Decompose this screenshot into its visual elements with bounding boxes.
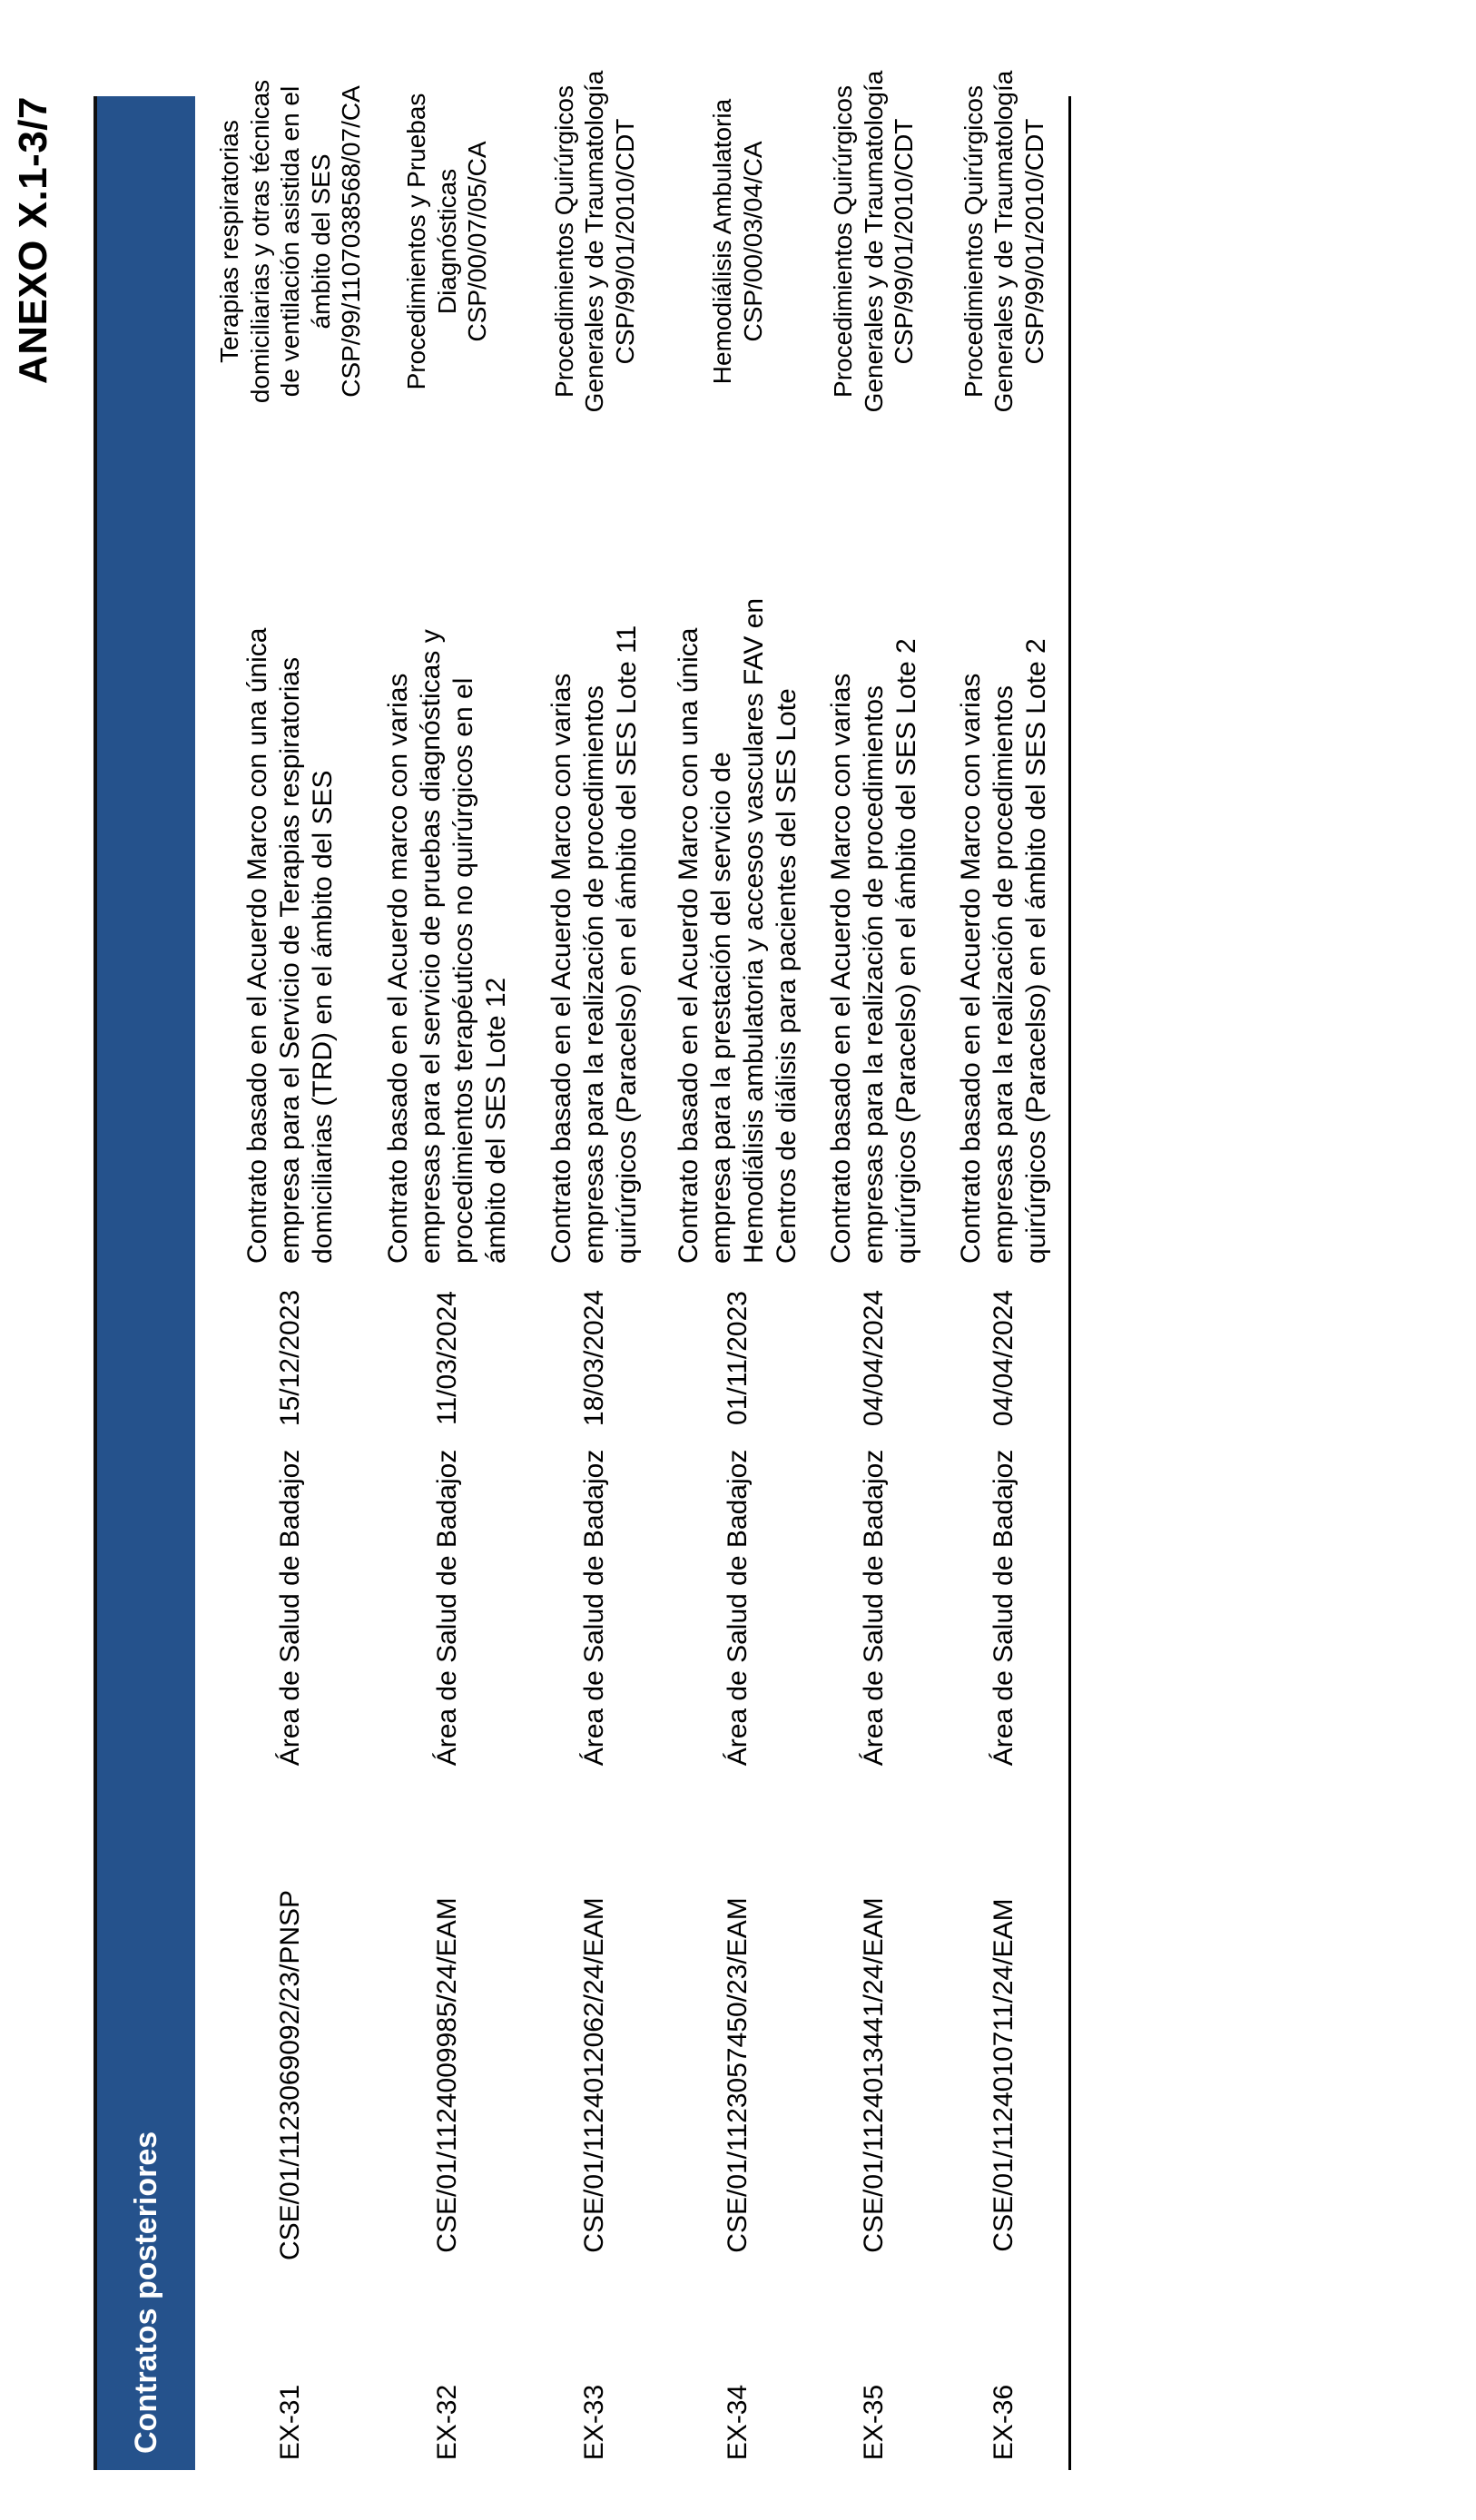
framework-line: Procedimientos Quirúrgicos [549, 85, 578, 398]
cell-health-area [667, 1440, 808, 1776]
description-line: ámbito del SES Lote 12 [480, 977, 511, 1264]
cell-framework-agreement [808, 70, 940, 413]
description-line: quirúrgicos (Paracelso) en el ámbito del SES Lote 11 [612, 625, 642, 1264]
contract-code-text: CSE/01/1124012062/24/EAM [579, 1897, 609, 2253]
framework-line: de ventilación asistida en el [276, 85, 305, 398]
description-line: Contrato basado en el Acuerdo Marco con una única [242, 627, 272, 1264]
framework-line: Procedimientos Quirúrgicos [829, 85, 858, 398]
cell-description [522, 387, 667, 1276]
cell-health-area [372, 1440, 522, 1776]
description-line: procedimientos terapéuticos no quirúrgicos en el [448, 677, 478, 1264]
date-text: 18/03/2024 [579, 1289, 609, 1427]
framework-line: Diagnósticas [432, 168, 461, 315]
table-row [522, 70, 667, 2470]
cell-contract-code [209, 1776, 372, 2375]
table-header-bar [93, 96, 195, 2470]
cell-description [940, 387, 1068, 1276]
cell-description [667, 387, 808, 1276]
framework-line: domiciliarias y otras técnicas [245, 79, 274, 404]
contract-code-text: CSE/01/1123069092/23/PNSP [275, 1889, 305, 2261]
cell-date [667, 1276, 808, 1440]
cell-health-area [808, 1440, 940, 1776]
cell-date [522, 1276, 667, 1440]
description-line: empresa para la prestación del servicio de [705, 752, 736, 1264]
description-line: empresas para la realización de procedimientos [579, 684, 609, 1264]
cell-date [209, 1276, 372, 1440]
date-text: 15/12/2023 [275, 1289, 305, 1427]
cell-contract-id [808, 2375, 940, 2470]
cell-contract-id [209, 2375, 372, 2470]
framework-line: CSP/99/01/2010/CDT [610, 118, 639, 365]
cell-contract-code [808, 1776, 940, 2375]
health-area-text: Área de Salud de Badajoz [579, 1449, 609, 1767]
health-area-text: Área de Salud de Badajoz [989, 1449, 1018, 1767]
date-text: 04/04/2024 [989, 1289, 1018, 1427]
cell-contract-code [940, 1776, 1068, 2375]
cell-description [209, 387, 372, 1276]
health-area-text: Área de Salud de Badajoz [858, 1449, 889, 1767]
description-line: Hemodiálisis ambulatoria y accesos vasculares FAV en [738, 597, 769, 1264]
contract-id-text: EX-33 [579, 2384, 609, 2461]
framework-line: Generales y de Traumatología [859, 70, 888, 413]
contract-id-text: EX-35 [858, 2384, 889, 2461]
framework-line: CSP/99/01/2010/CDT [890, 118, 919, 365]
cell-date [940, 1276, 1068, 1440]
description-line: Centros de diálisis para pacientes del SES Lote [771, 688, 802, 1264]
health-area-text: Área de Salud de Badajoz [722, 1449, 753, 1767]
page-title: ANEXO X.1-3/7 [11, 96, 55, 385]
contract-code-text: CSE/01/1124013441/24/EAM [858, 1897, 889, 2253]
contract-code-text: CSE/01/1124009985/24/EAM [431, 1897, 462, 2253]
framework-line: ámbito del SES [306, 153, 335, 330]
framework-line: Terapias respiratorias [215, 120, 244, 363]
description-line: Contrato basado en el Acuerdo Marco con varias [956, 673, 986, 1264]
cell-contract-id [522, 2375, 667, 2470]
framework-line: CSP/99/01/2010/CDT [1019, 118, 1048, 365]
contracts-table [93, 70, 1071, 2470]
cell-date [808, 1276, 940, 1440]
description-line: Contrato basado en el Acuerdo Marco con una única [673, 627, 704, 1264]
cell-contract-id [667, 2375, 808, 2470]
table-row [808, 70, 940, 2470]
date-text: 11/03/2024 [431, 1291, 462, 1425]
description-line: empresas para el servicio de pruebas diagnósticas y [415, 629, 446, 1264]
cell-description [372, 387, 522, 1276]
cell-framework-agreement [667, 96, 808, 387]
cell-framework-agreement [522, 70, 667, 413]
cell-contract-code [667, 1776, 808, 2375]
contract-id-text: EX-36 [989, 2384, 1018, 2461]
description-line: Contrato basado en el Acuerdo marco con varias [382, 673, 413, 1264]
contract-id-text: EX-34 [722, 2384, 753, 2461]
framework-line: CSP/00/07/05/CA [463, 141, 492, 342]
table-row [667, 96, 808, 2470]
cell-framework-agreement [940, 70, 1068, 413]
framework-line: Procedimientos y Pruebas [402, 93, 431, 390]
cell-contract-code [522, 1776, 667, 2375]
cell-contract-code [372, 1776, 522, 2375]
cell-framework-agreement [372, 93, 522, 390]
cell-health-area [940, 1440, 1068, 1776]
framework-line: CSP/99/1107038568/07/CA [337, 85, 366, 398]
table-header-label: Contratos posteriores [128, 2131, 163, 2454]
framework-line: Generales y de Traumatología [580, 70, 609, 413]
table-row [372, 93, 522, 2470]
cell-health-area [522, 1440, 667, 1776]
table-body [195, 70, 1071, 2470]
description-line: Contrato basado en el Acuerdo Marco con varias [546, 673, 576, 1264]
health-area-text: Área de Salud de Badajoz [431, 1449, 462, 1767]
health-area-text: Área de Salud de Badajoz [275, 1449, 305, 1767]
contract-code-text: CSE/01/1123057450/23/EAM [722, 1897, 753, 2253]
framework-line: Hemodiálisis Ambulatoria [707, 98, 736, 385]
cell-framework-agreement [209, 79, 372, 404]
cell-date [372, 1276, 522, 1440]
cell-contract-id [372, 2375, 522, 2470]
framework-line: Procedimientos Quirúrgicos [959, 85, 988, 398]
contract-id-text: EX-32 [431, 2384, 462, 2461]
description-line: quirúrgicos (Paracelso) en el ámbito del SES Lote 2 [1021, 638, 1051, 1264]
description-line: empresas para la realización de procedimientos [989, 684, 1018, 1264]
cell-health-area [209, 1440, 372, 1776]
description-line: domiciliarias (TRD) en el ámbito del SES [308, 770, 338, 1264]
description-line: empresas para la realización de procedimientos [858, 684, 889, 1264]
contract-id-text: EX-31 [275, 2384, 305, 2461]
framework-line: Generales y de Traumatología [989, 70, 1018, 413]
date-text: 01/11/2023 [722, 1291, 753, 1425]
cell-contract-id [940, 2375, 1068, 2470]
description-line: empresa para el Servicio de Terapias respiratorias [275, 656, 305, 1264]
table-row [940, 70, 1068, 2470]
cell-description [808, 387, 940, 1276]
date-text: 04/04/2024 [858, 1289, 889, 1427]
contract-code-text: CSE/01/1124010711/24/EAM [989, 1898, 1018, 2252]
framework-line: CSP/00/03/04/CA [738, 141, 767, 342]
description-line: Contrato basado en el Acuerdo Marco con varias [825, 673, 856, 1264]
table-row [209, 79, 372, 2470]
description-line: quirúrgicos (Paracelso) en el ámbito del SES Lote 2 [891, 638, 921, 1264]
